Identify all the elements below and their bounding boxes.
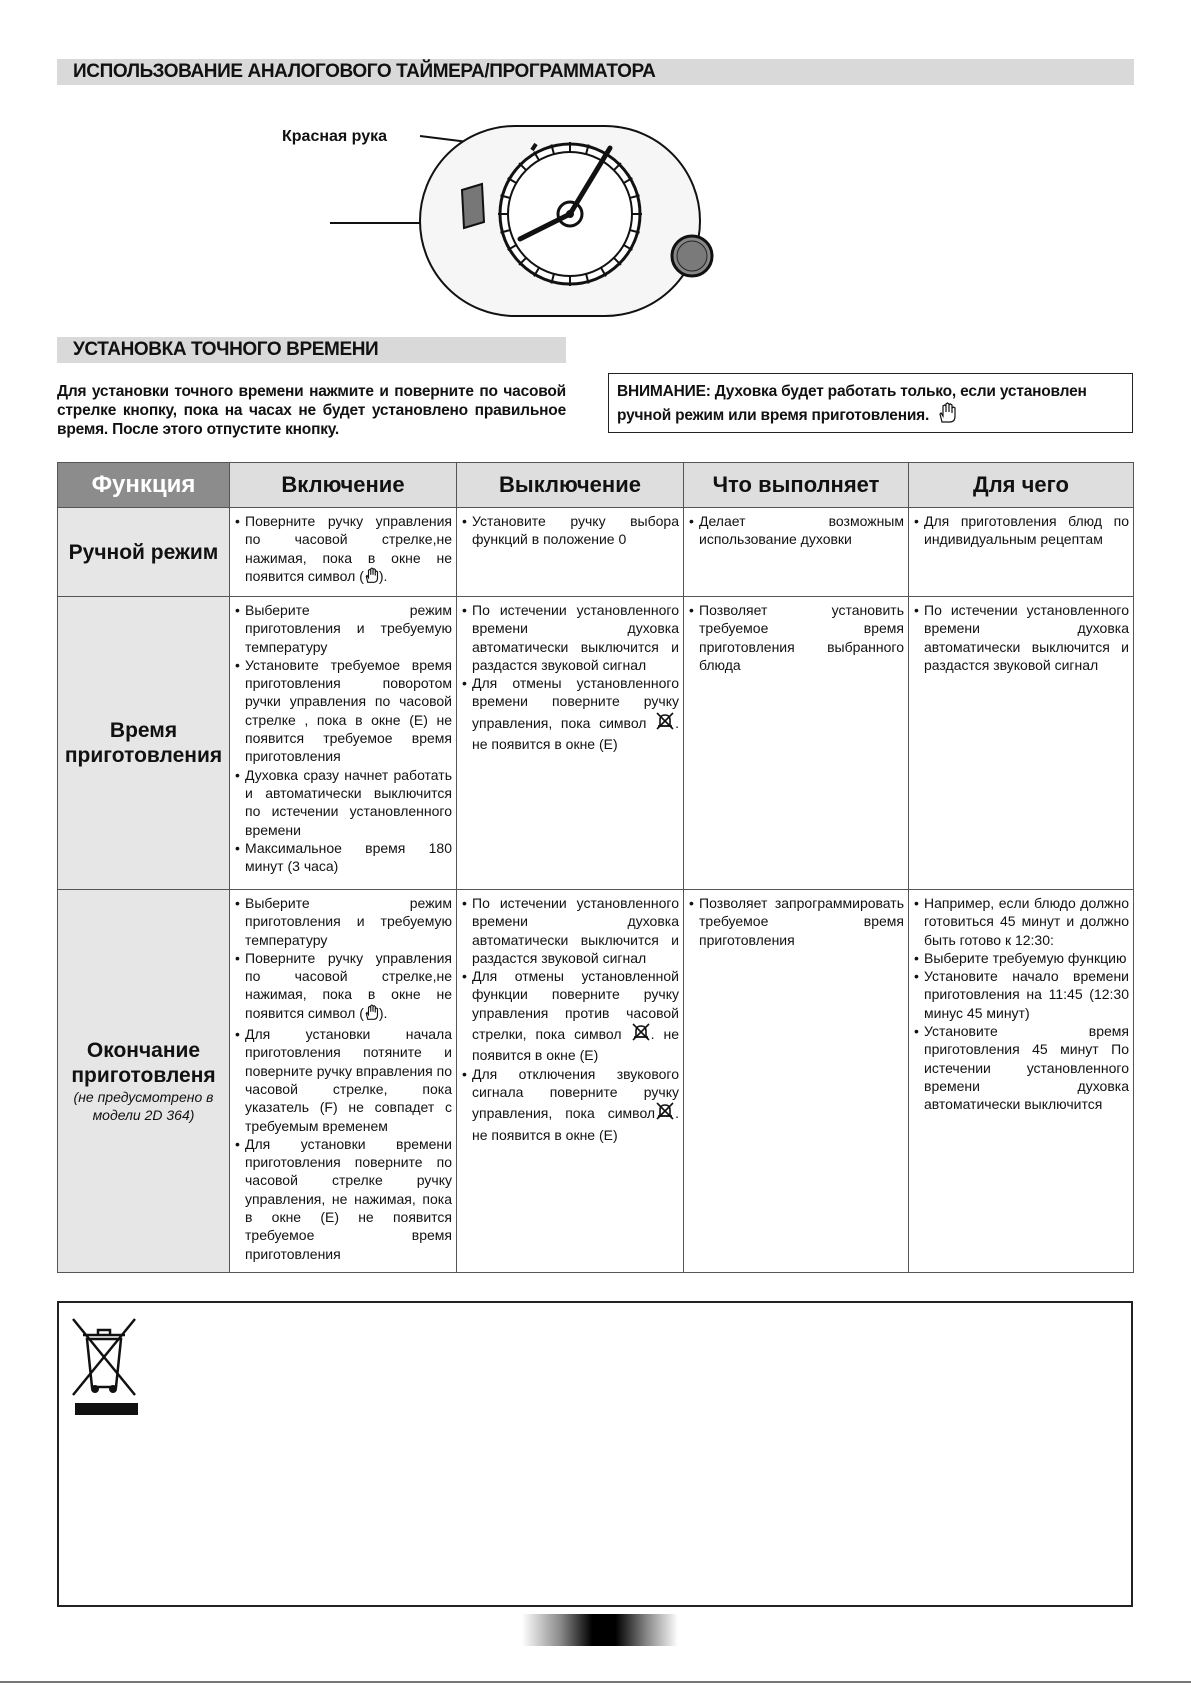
cell-on — [230, 597, 457, 890]
list-item-text: Для приготовления блюд по индивидуальным рецептам — [924, 513, 1129, 548]
red-hand-label: Красная рука — [282, 128, 388, 145]
list-item-text: Для установки начала приготовления потяните и поверните ручку вправления по часовой стрелке, пока указатель (F) не совпадет с требуемым временем — [245, 1026, 452, 1134]
on-list — [234, 894, 452, 1263]
header-off: Выключение — [457, 463, 684, 508]
list-item-text: Делает возможным использование духовки — [699, 513, 904, 548]
function-name: Ручной режим — [68, 540, 219, 564]
off-list — [461, 601, 679, 753]
hand-icon — [937, 402, 957, 430]
list-item-text: Поверните ручку управления по часовой стрелке,не нажимая, пока в окне не появится символ ( — [245, 513, 452, 584]
list-item — [913, 601, 1129, 674]
cell-on — [230, 508, 457, 597]
list-item — [234, 1135, 452, 1263]
function-name: Окончание приготовленя — [71, 1039, 216, 1087]
list-item — [234, 656, 452, 766]
list-item — [461, 1065, 679, 1144]
off-list — [461, 894, 679, 1144]
cell-what — [684, 508, 909, 597]
list-item-text: Позволяет установить требуемое время приготовления выбранного блюда — [699, 602, 904, 673]
recycling-info-box — [57, 1301, 1133, 1607]
row-function-cell — [58, 597, 230, 890]
list-item-text: Например, если блюдо должно готовиться 45 минут и должно быть готово к 12:30: — [924, 895, 1129, 948]
bell-crossed-icon — [655, 711, 675, 735]
why-list — [913, 601, 1129, 674]
list-item — [461, 601, 679, 674]
what-list — [688, 601, 904, 674]
list-item-text: Установите ручку выбора функций в положение 0 — [472, 513, 679, 548]
why-list — [913, 894, 1129, 1114]
list-item-text: Для установки времени приготовления поверните по часовой стрелке ручку управления, не нажимая, пока в окне (E) не появится требуемое время приготовления — [245, 1135, 452, 1262]
list-item — [234, 601, 452, 656]
list-item-text: По истечении установленного времени духовка автоматически выключится и раздастся звуковой сигнал — [472, 895, 679, 966]
list-item — [913, 1022, 1129, 1113]
hand-icon — [364, 1004, 379, 1025]
on-list — [234, 601, 452, 875]
table-row — [58, 597, 1134, 890]
list-item — [688, 894, 904, 949]
row-function-cell — [58, 508, 230, 597]
footer-line — [0, 1681, 1191, 1683]
analog-timer-section-title: ИСПОЛЬЗОВАНИЕ АНАЛОГОВОГО ТАЙМЕРА/ПРОГРАММАТОРА — [57, 59, 1134, 85]
header-function: Функция — [58, 463, 230, 508]
list-item-text: По истечении установленного времени духовка автоматически выключится и раздастся звуковой сигнал — [924, 602, 1129, 673]
list-item — [688, 512, 904, 549]
list-item-text: . не появится в окне (E) — [472, 1026, 679, 1064]
cell-why — [909, 597, 1134, 890]
list-item — [913, 967, 1129, 1022]
list-item-text: По истечении установленного времени духовка автоматически выключится и раздастся звуковой сигнал — [472, 602, 679, 673]
list-item — [461, 674, 679, 753]
cell-off — [457, 597, 684, 890]
list-item — [913, 949, 1129, 967]
warning-box — [608, 373, 1133, 433]
list-item-text: Выберите режим приготовления и требуемую температуру — [245, 895, 452, 948]
list-item — [234, 1025, 452, 1135]
cell-why — [909, 890, 1134, 1273]
list-item-text: Для отмены установленного времени поверните ручку управления, пока символ — [472, 675, 679, 731]
list-item — [234, 839, 452, 876]
cell-what — [684, 890, 909, 1273]
why-list — [913, 512, 1129, 549]
list-item — [234, 894, 452, 949]
bell-crossed-icon — [655, 1101, 675, 1125]
off-list — [461, 512, 679, 549]
list-item-text: ). — [378, 1004, 388, 1021]
exact-time-section-title: УСТАНОВКА ТОЧНОГО ВРЕМЕНИ — [57, 337, 566, 363]
list-item-text: Установите требуемое время приготовления поворотом ручки управления по часовой стрелке , пока в окне (E) не появится требуемое время приготовления — [245, 656, 452, 765]
what-list — [688, 894, 904, 949]
timer-diagram — [270, 118, 750, 323]
header-why: Для чего — [909, 463, 1134, 508]
list-item — [234, 512, 452, 588]
list-item — [913, 894, 1129, 949]
list-item-text: . не появится в окне (E) — [472, 1105, 679, 1143]
function-table — [57, 462, 1134, 1273]
list-item-text: Установите начало времени приготовления на 11:45 (12:30 минус 45 минут) — [924, 968, 1129, 1021]
exact-time-instructions: Для установки точного времени нажмите и поверните по часовой стрелке кнопку, пока на часах не будет установлено правильное время. После этого отпустите кнопку. — [57, 383, 566, 438]
list-item-text: . не появится в окне (E) — [472, 714, 679, 753]
cell-on — [230, 890, 457, 1273]
list-item-text: Для отмены установленной функции поверните ручку управления против часовой стрелки, пока символ — [472, 968, 679, 1043]
page-tab-decoration — [522, 1614, 678, 1646]
list-item-text: Выберите режим приготовления и требуемую температуру — [245, 602, 452, 655]
list-item — [234, 766, 452, 839]
list-item — [461, 512, 679, 549]
what-list — [688, 512, 904, 549]
function-note: (не предусмотрено в модели 2D 364) — [73, 1089, 214, 1123]
list-item-text: Установите время приготовления 45 минут По истечении установленного времени духовка автоматически выключится — [924, 1023, 1129, 1113]
list-item — [461, 967, 679, 1064]
cell-why — [909, 508, 1134, 597]
crossed-bin-icon — [69, 1315, 139, 1415]
list-item-text: Для отключения звукового сигнала поверните ручку управления, пока символ — [472, 1065, 679, 1122]
cell-off — [457, 890, 684, 1273]
table-row — [58, 890, 1134, 1273]
list-item-text: Поверните ручку управления по часовой стрелке,не нажимая, пока в окне не появится символ ( — [245, 949, 452, 1021]
on-list — [234, 512, 452, 588]
list-item — [913, 512, 1129, 549]
header-on: Включение — [230, 463, 457, 508]
list-item — [234, 949, 452, 1025]
list-item-text: Максимальное время 180 минут (3 часа) — [245, 839, 452, 875]
list-item-text: ). — [378, 567, 388, 584]
function-name: Время приготовления — [64, 719, 223, 767]
list-item-text: Выберите требуемую функцию — [924, 949, 1127, 966]
row-function-cell — [58, 890, 230, 1273]
cell-what — [684, 597, 909, 890]
header-what: Что выполняет — [684, 463, 909, 508]
list-item — [461, 894, 679, 967]
hand-icon — [364, 567, 379, 588]
list-item-text: Духовка сразу начнет работать и автоматически выключится по истечении установленного времени — [245, 766, 452, 838]
bell-crossed-icon — [631, 1022, 651, 1046]
table-header-row — [58, 463, 1134, 508]
cell-off — [457, 508, 684, 597]
warning-text: ВНИМАНИЕ: Духовка будет работать только, если установлен ручной режим или время приготовления. — [617, 383, 1087, 424]
table-row — [58, 508, 1134, 597]
list-item-text: Позволяет запрограммировать требуемое время приготовления — [699, 895, 904, 948]
list-item — [688, 601, 904, 674]
